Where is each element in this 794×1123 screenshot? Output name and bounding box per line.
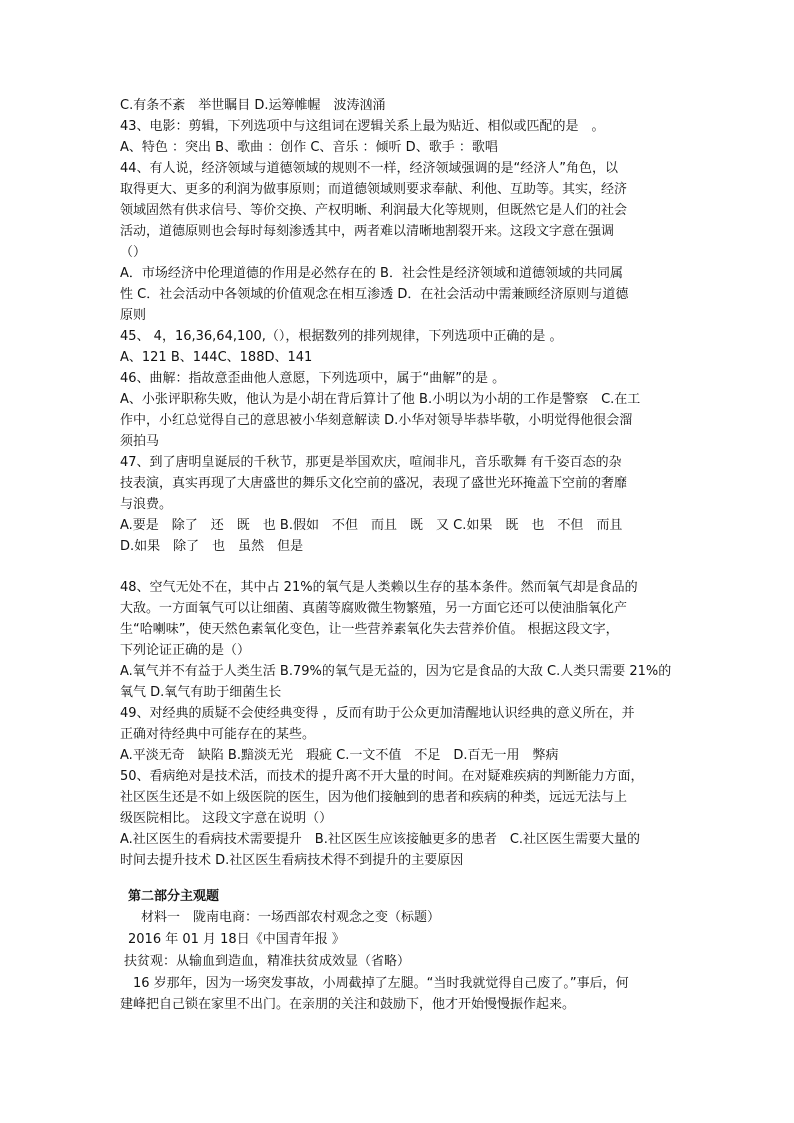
text-line: 大敌。一方面氧气可以让细菌、真菌等腐败微生物繁殖，另一方面它还可以使油脂氧化产 xyxy=(120,601,628,616)
text-line: A.要是 除了 还 既 也 B.假如 不但 而且 既 又 C.如果 既 也 不但 而且 xyxy=(120,518,623,533)
text-line: 时间去提升技术 D.社区医生看病技术得不到提升的主要原因 xyxy=(120,853,464,868)
text-line: 建峰把自己锁在家里不出门。在亲朋的关注和鼓励下，他才开始慢慢振作起来。 xyxy=(120,997,576,1012)
question-47: 47、到了唐明皇诞辰的千秋节，那更是举国欢庆，喧闹非凡，音乐歌舞 有千姿百态的杂 xyxy=(120,455,622,470)
text-line: 16 岁那年，因为一场突发事故，小周截掉了左腿。“当时我就觉得自己废了。”事后，何 xyxy=(120,976,629,991)
text-line: 性 C．社会活动中各领域的价值观念在相互渗透 D．在社会活动中需兼顾经济原则与道德 xyxy=(120,287,629,302)
text-line: 氧气 D.氧气有助于细菌生长 xyxy=(120,685,282,700)
text-line: 取得更大、更多的利润为做事原则；而道德领域则要求奉献、利他、互助等。其实，经济 xyxy=(120,182,628,197)
text-line: 与浪费。 xyxy=(120,497,173,512)
text-line: 领域固然有供求信号、等价交换、产权明晰、利润最大化等规则，但既然它是人们的社会 xyxy=(120,203,628,218)
text-line: 下列论证正确的是（） xyxy=(120,643,251,658)
text-line: （） xyxy=(120,245,147,260)
question-43: 43、电影：剪辑，下列选项中与这组词在逻辑关系上最为贴近、相似或匹配的是 。 xyxy=(120,119,605,134)
text-line: 生“哈喇味”，使天然色素氧化变色，让一些营养素氧化失去营养价值。 根据这段文字， xyxy=(120,622,619,637)
question-44: 44、有人说，经济领域与道德领域的规则不一样，经济领域强调的是“经济人”角色，以 xyxy=(120,161,619,176)
text-line: 作中，小红总觉得自己的意思被小华刻意解读 D.小华对领导毕恭毕敬，小明觉得他很会溜 xyxy=(120,413,633,428)
question-46: 46、曲解：指故意歪曲他人意愿，下列选项中，属于“曲解”的是 。 xyxy=(120,371,506,386)
text-line: A、121 B、144C、188D、141 xyxy=(120,350,313,365)
question-45: 45、 4，16,36,64,100,（），根据数列的排列规律，下列选项中正确的是 。 xyxy=(120,329,563,344)
text-line: D.如果 除了 也 虽然 但是 xyxy=(120,539,304,554)
text-line: A.平淡无奇 缺陷 B.黯淡无光 瑕疵 C.一文不值 不足 D.百无一用 弊病 xyxy=(120,748,559,763)
text-line: 社区医生还是不如上级医院的医生，因为他们接触到的患者和疾病的种类，远远无法与上 xyxy=(120,790,628,805)
question-48: 48、空气无处不在，其中占 21%的氧气是人类赖以生存的基本条件。然而氧气却是食品的 xyxy=(120,580,638,595)
text-line: A．市场经济中伦理道德的作用是必然存在的 B．社会性是经济领域和道德领域的共同属 xyxy=(120,266,623,281)
text-line: A.氧气并不有益于人类生活 B.79%的氧气是无益的，因为它是食品的大敌 C.人类只需要 21%的 xyxy=(120,664,672,679)
text-line: A.社区医生的看病技术需要提升 B.社区医生应该接触更多的患者 C.社区医生需要大量的 xyxy=(120,832,641,847)
source-line: 2016 年 01 月 18日《中国青年报 》 xyxy=(128,932,345,947)
question-50: 50、看病绝对是技术活，而技术的提升离不开大量的时间。在对疑难疾病的判断能力方面， xyxy=(120,769,644,784)
material-title: 材料一 陇南电商：一场西部农村观念之变（标题） xyxy=(128,910,441,925)
text-line: 技表演，真实再现了大唐盛世的舞乐文化空前的盛况，表现了盛世光环掩盖下空前的奢靡 xyxy=(120,476,628,491)
question-49: 49、对经典的质疑不会使经典变得 ，反而有助于公众更加清醒地认识经典的意义所在，并 xyxy=(120,706,635,721)
section-heading: 第二部分主观题 xyxy=(128,889,220,904)
text-line: 活动，道德原则也会每时每刻渗透其中，两者难以清晰地割裂开来。这段文字意在强调 xyxy=(120,224,615,239)
text-line: 须拍马 xyxy=(120,434,160,449)
text-line: A、特色 ：突出 B、歌曲 ：创作 C、音乐 ：倾听 D、歌手 ：歌唱 xyxy=(120,140,498,155)
text-line: 级医院相比。 这段文字意在说明（） xyxy=(120,811,333,826)
text-line: 扶贫观：从输血到造血，精准扶贫成效显（省略） xyxy=(124,954,411,969)
text-line: 正确对待经典中可能存在的某些。 xyxy=(120,727,316,742)
text-line: C.有条不紊 举世瞩目 D.运筹帷幄 波涛汹涌 xyxy=(120,98,386,113)
text-line: 原则 xyxy=(120,308,147,323)
text-line: A、小张评职称失败，他认为是小胡在背后算计了他 B.小明以为小胡的工作是警察 C.在工 xyxy=(120,392,641,407)
